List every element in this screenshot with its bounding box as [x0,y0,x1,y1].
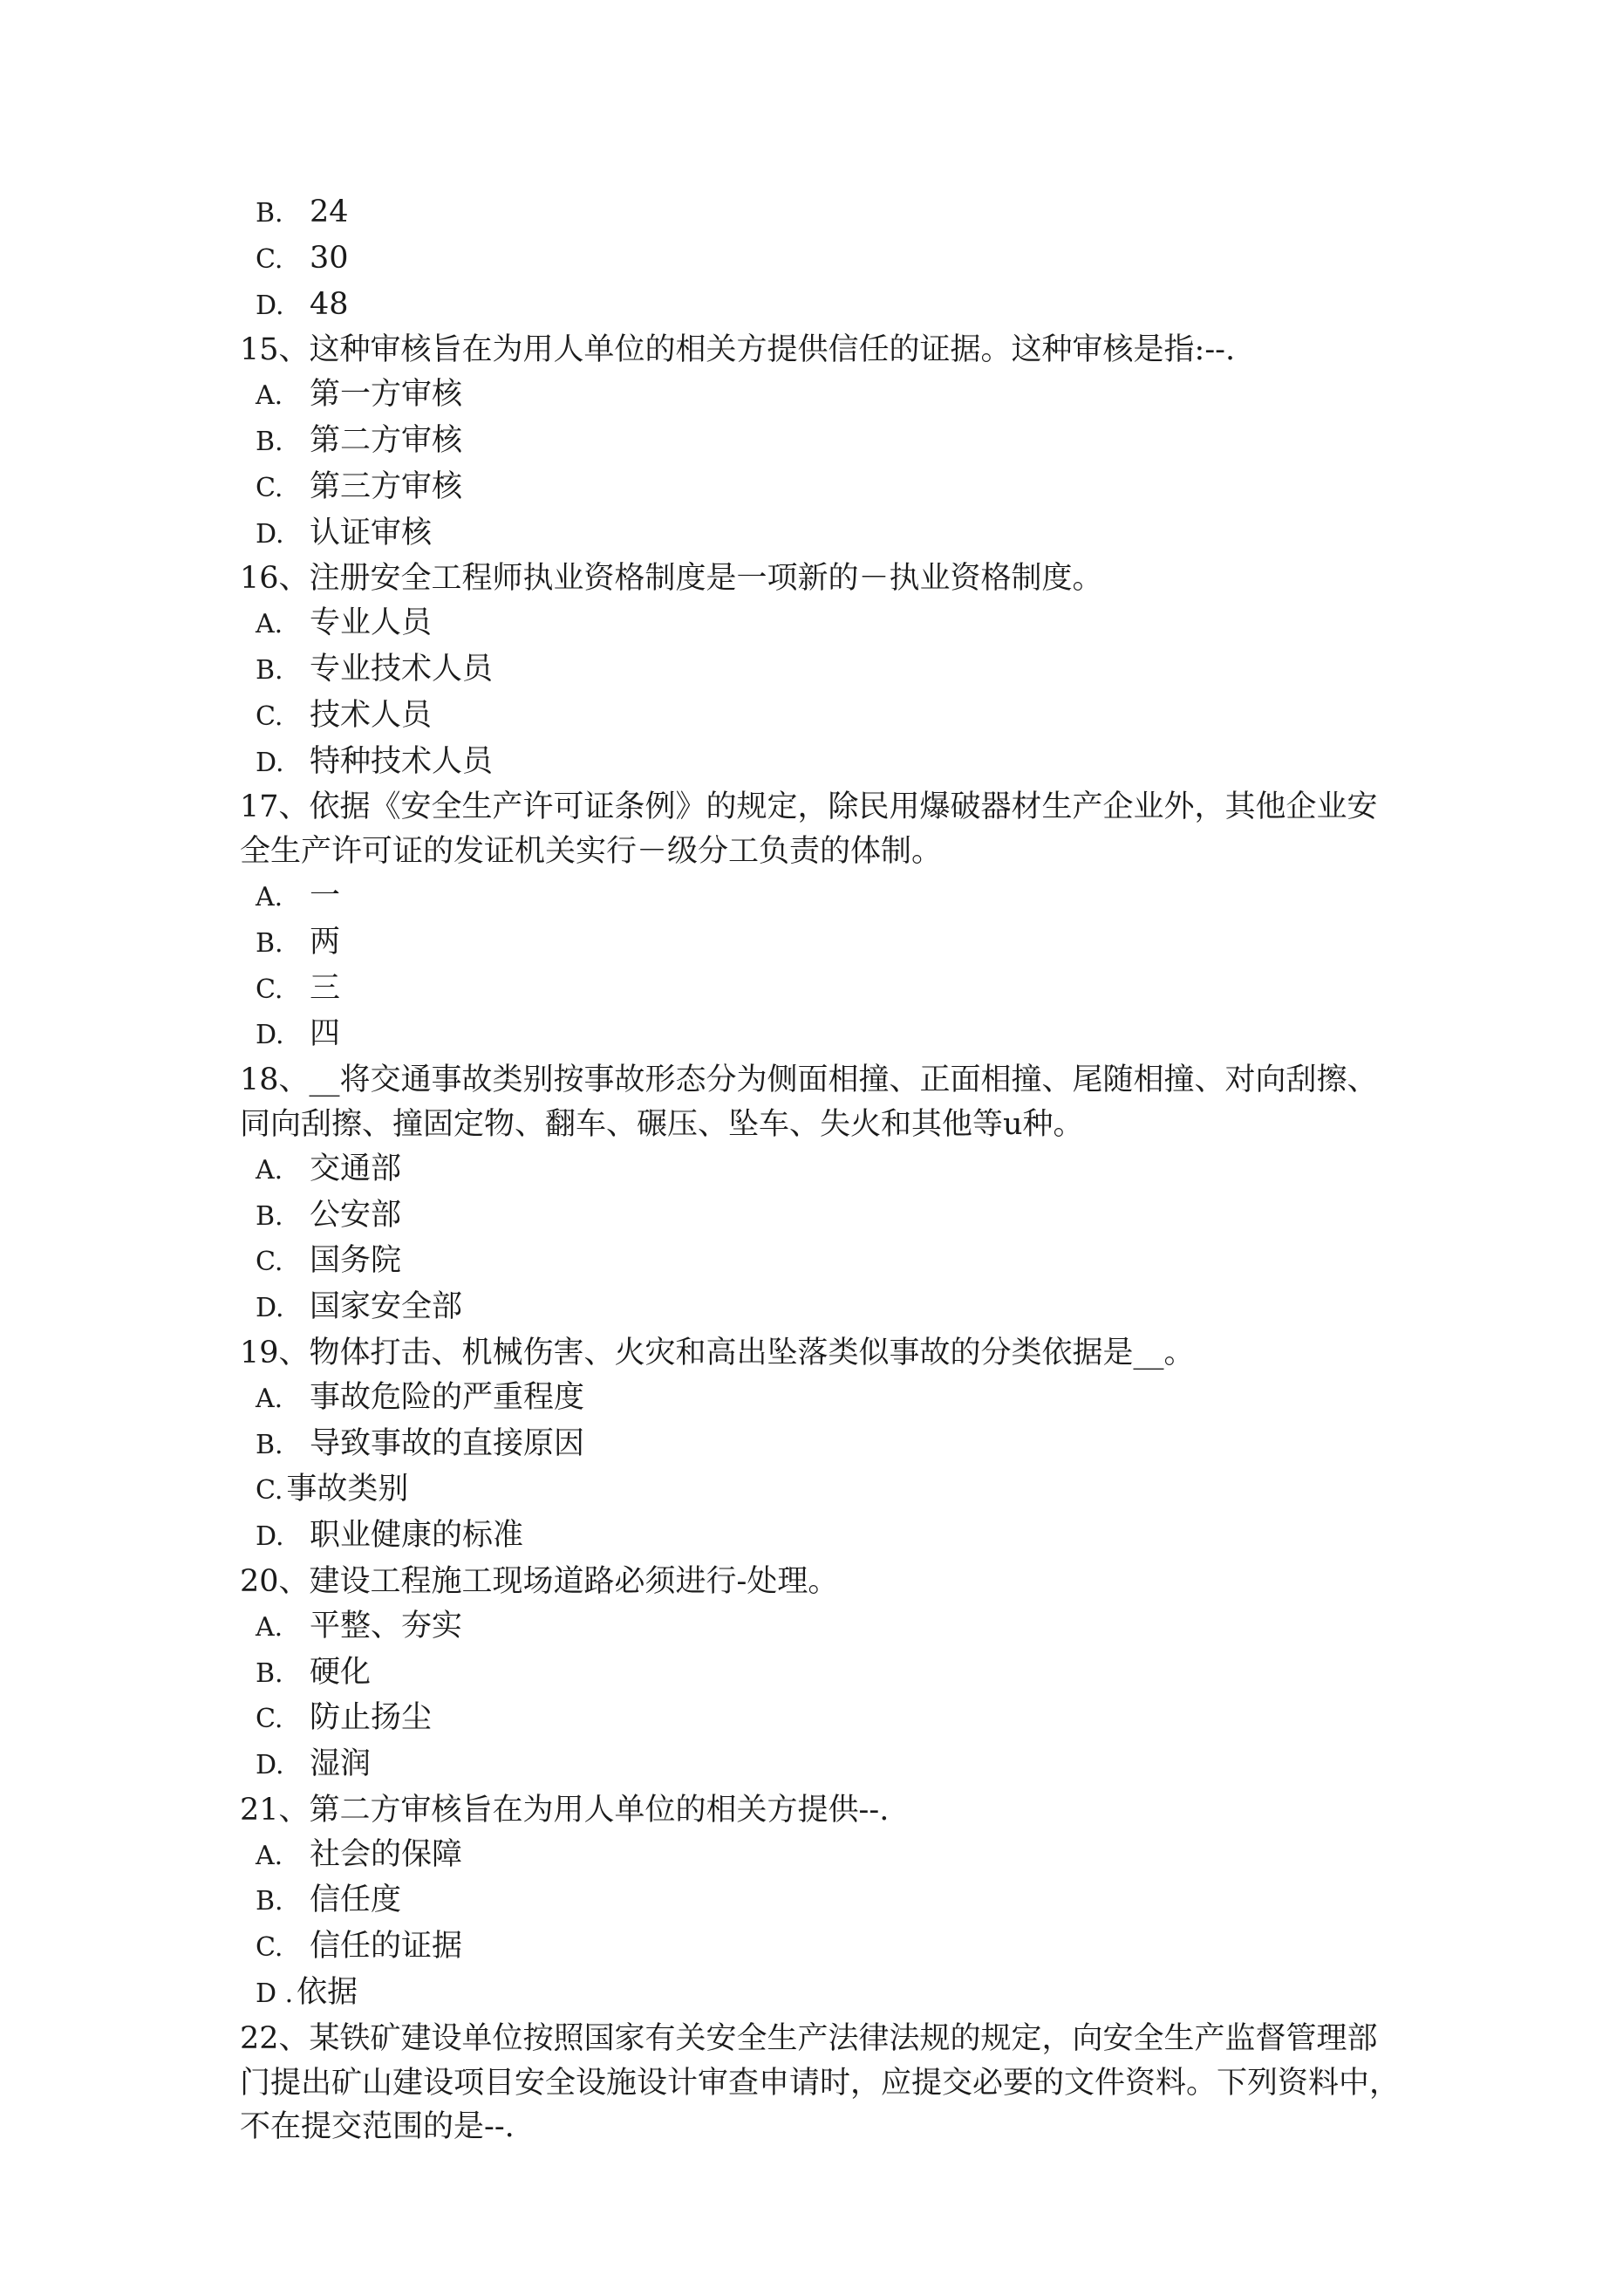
option-letter: C. [256,243,283,275]
option [256,1604,1400,1650]
option [256,1012,1400,1058]
option-letter: B. [256,1657,283,1689]
option-letter: A. [256,881,283,912]
option-letter: A. [256,1611,283,1643]
option-letter: C. [256,1247,283,1278]
option-text: 两 [310,924,341,960]
option-letter: D. [256,1521,284,1553]
option-letter: B. [256,426,283,457]
option-letter: D. [256,747,284,778]
option [256,1696,1400,1742]
option [256,1147,1400,1193]
option-letter: A. [256,1383,283,1414]
option [256,920,1400,967]
option-text: 特种技术人员 [310,743,494,779]
option-text: 公安部 [310,1197,402,1233]
option-text: 第二方审核 [310,422,463,458]
option-letter: B. [256,927,283,959]
option-text: 硬化 [310,1654,372,1690]
option [256,1833,1400,1879]
option-text: 湿润 [310,1746,372,1782]
option-text: 信任的证据 [310,1929,463,1965]
question-list [240,190,1400,2149]
option [256,1878,1400,1924]
option-letter: D. [256,290,284,321]
question-stem: 21、第二方审核旨在为用人单位的相关方提供--. [240,1792,890,1828]
option [256,1514,1400,1560]
option [256,511,1400,557]
question-stem: 19、物体打击、机械伤害、火灾和高出坠落类似事故的分类依据是__。 [240,1335,1195,1370]
question-stem: 18、__将交通事故类别按事故形态分为侧面相撞、正面相撞、尾随相撞、对向刮擦、同向刮擦、撞固定物、翻车、碾压、坠车、失火和其他等u种。 [240,1063,1378,1142]
option [256,465,1400,511]
question-stem: 22、某铁矿建设单位按照国家有关安全生产法律法规的规定，向安全生产监督管理部门提出矿山建设项目安全设施设计审查申请时，应提交必要的文件资料。下列资料中，不在提交范围的是--. [240,2020,1401,2145]
option-letter: C. [256,700,283,732]
question-stem: 16、注册安全工程师执业资格制度是一项新的－执业资格制度。 [240,561,1103,597]
option-letter: D . [256,1978,294,2010]
option [256,740,1400,786]
option [256,1924,1400,1971]
option [256,1193,1400,1240]
option [256,1376,1400,1422]
option-text: 国务院 [310,1243,402,1279]
option-letter: B. [256,198,283,229]
option-letter: C. [256,1932,283,1964]
option-letter: D. [256,518,284,550]
option-letter: B. [256,654,283,686]
option-text: 防止扬尘 [310,1700,433,1736]
option-text: 专业人员 [310,605,433,641]
option [256,647,1400,694]
option-text: 事故危险的严重程度 [310,1379,585,1415]
option-letter: C. [256,1704,283,1735]
option [256,1239,1400,1285]
option-letter: C. [256,974,283,1005]
option [256,694,1400,740]
option-letter: B. [256,1200,283,1232]
option-text: 事故类别 [286,1472,409,1507]
option [256,236,1400,283]
option [256,1650,1400,1697]
option [256,372,1400,419]
option-text: 30 [310,240,349,276]
option-text: 专业技术人员 [310,651,494,687]
question-stem: 20、建设工程施工现场道路必须进行-处理。 [240,1563,839,1599]
option-letter: C. [256,1475,283,1507]
option-letter: D. [256,1750,284,1781]
option [256,1742,1400,1788]
option [256,1285,1400,1331]
option [256,1467,1400,1514]
option [256,1422,1400,1468]
option-text: 国家安全部 [310,1289,463,1325]
option-text: 导致事故的直接原因 [310,1425,585,1461]
option-letter: C. [256,472,283,503]
option [256,190,1400,236]
option-letter: A. [256,1154,283,1186]
option-text: 认证审核 [310,515,433,550]
option-letter: B. [256,1429,283,1460]
option [256,283,1400,329]
option-letter: D. [256,1293,284,1324]
option-text: 48 [310,286,349,322]
option-text: 三 [310,970,341,1006]
option-text: 技术人员 [310,697,433,733]
option [256,967,1400,1013]
option-text: 24 [310,195,349,229]
option-letter: A. [256,1840,283,1871]
option-text: 依据 [297,1975,358,2011]
option-text: 职业健康的标准 [310,1518,524,1554]
option-letter: D. [256,1020,284,1051]
option-text: 信任度 [310,1883,402,1918]
option [256,419,1400,465]
option-letter: A. [256,609,283,640]
option [256,601,1400,647]
option-text: 第三方审核 [310,468,463,504]
option-text: 第一方审核 [310,377,463,413]
option-letter: B. [256,1886,283,1917]
option-letter: A. [256,380,283,412]
option [256,874,1400,920]
option-text: 四 [310,1016,341,1052]
option-text: 社会的保障 [310,1836,463,1872]
option-text: 平整、夯实 [310,1608,463,1643]
question-stem: 15、这种审核旨在为用人单位的相关方提供信任的证据。这种审核是指:--. [240,332,1236,368]
option-text: 一 [310,878,341,913]
option-text: 交通部 [310,1151,402,1186]
option [256,1971,1400,2017]
question-stem: 17、依据《安全生产许可证条例》的规定，除民用爆破器材生产企业外，其他企业安全生产许可证的发证机关实行－级分工负责的体制。 [240,789,1378,870]
